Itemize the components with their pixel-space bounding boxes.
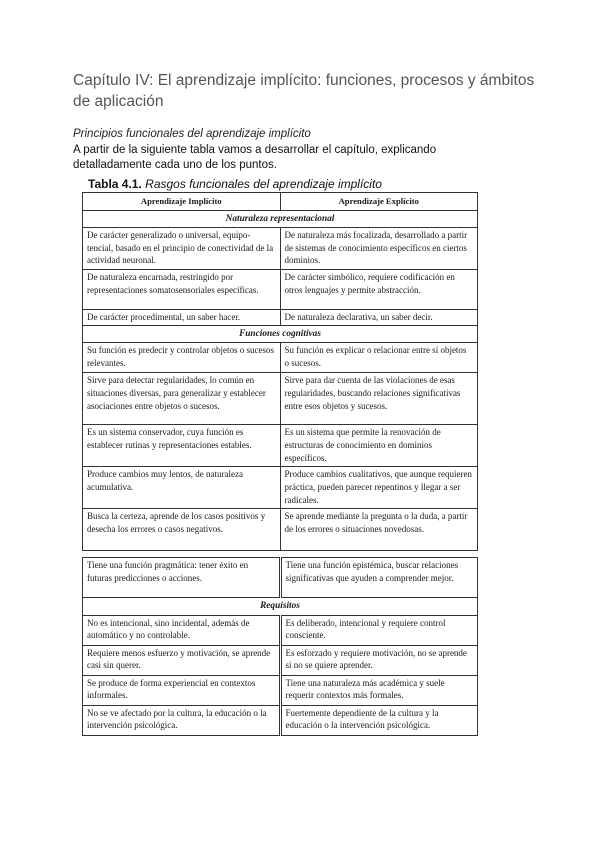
header-implicit: Aprendizaje Implícito (83, 193, 281, 211)
explicit-cell: Fuertemente dependiente de la cultura y la educación o la intervención psicológica. (280, 705, 478, 735)
explicit-cell: Se aprende mediante la pregunta o la duda, a partir de los errores o situaciones novedosas. (280, 509, 478, 551)
implicit-cell: Es un sistema conservador, cuya función es establecer rutinas y representaciones estables. (83, 425, 281, 467)
intro-paragraph: A partir de la siguiente tabla vamos a desarrollar el capítulo, explicando detalladamente cada uno de los puntos. (73, 144, 437, 171)
explicit-cell-text: De naturaleza declarativa, un saber decir. (284, 312, 433, 323)
table-caption-title: Rasgos funcionales del aprendizaje implícito (145, 177, 382, 191)
explicit-cell: Produce cambios cualitativos, que aunque requieren práctica, pueden parecer repentinos y llegar a ser radicales. (280, 467, 478, 509)
implicit-cell: Se produce de forma experiencial en contextos informales. (83, 675, 281, 705)
explicit-cell: Es un sistema que permite la renovación de estructuras de conocimiento en dominios específicos. (280, 425, 478, 467)
explicit-cell: Su función es explicar o relacionar entre sí objetos o sucesos. (280, 343, 478, 373)
implicit-cell: Requiere menos esfuerzo y motivación, se aprende casi sin querer. (83, 645, 281, 675)
explicit-cell: Tiene una función epistémica, buscar relaciones significativas que ayuden a comprender mejor. (280, 558, 478, 598)
table-caption-label: Tabla 4.1. (88, 177, 142, 191)
section-funciones: Funciones cognitivas (83, 325, 478, 343)
implicit-cell: Busca la certeza, aprende de los casos positivos y desecha los errores o casos negativos. (83, 509, 281, 551)
table-row (83, 343, 478, 373)
section-heading: Principios funcionales del aprendizaje implícito (73, 128, 311, 140)
table-row (83, 467, 478, 509)
table-row (83, 425, 478, 467)
explicit-cell: Es deliberado, intencional y requiere control consciente. (280, 615, 478, 645)
table-row (83, 645, 478, 675)
header-explicit: Aprendizaje Explícito (280, 193, 478, 211)
implicit-cell: Su función es predecir y controlar objetos o sucesos relevantes. (83, 343, 281, 373)
implicit-cell: De carácter procedimental, un saber hacer. (83, 310, 281, 326)
features-table-continued (82, 557, 478, 736)
section-row (83, 598, 478, 616)
table-row (83, 509, 478, 551)
chapter-title: Capítulo IV: El aprendizaje implícito: funciones, procesos y ámbitos de aplicación (73, 72, 535, 110)
table-row (83, 705, 478, 735)
table-row (83, 558, 478, 598)
table-row (83, 373, 478, 425)
table-row (83, 675, 478, 705)
table-row (83, 270, 478, 310)
explicit-cell: De carácter simbólico, requiere codificación en otros lenguajes y permite abstracción. (280, 270, 478, 310)
implicit-cell: No es intencional, sino incidental, además de automático y no controlable. (83, 615, 281, 645)
section-row (83, 210, 478, 228)
table-row (83, 228, 478, 270)
section-requisitos: Requisitos (83, 598, 478, 616)
section-naturaleza: Naturaleza representacional (83, 210, 478, 228)
explicit-cell: Es esforzado y requiere motivación, no se aprende si no se quiere aprender. (280, 645, 478, 675)
table-row (83, 615, 478, 645)
table-caption (88, 177, 382, 191)
implicit-cell: Sirve para detectar regularidades, lo común en situaciones diversas, para generalizar y establecer asociaciones entre objetos o sucesos. (83, 373, 281, 425)
implicit-cell: De naturaleza encarnada, restringido por representaciones somatosensoriales específicas. (83, 270, 281, 310)
section-row (83, 325, 478, 343)
implicit-cell: Tiene una función pragmática: tener éxito en futuras predicciones o acciones. (83, 558, 281, 598)
implicit-cell: De carácter generalizado o universal, equipo-tencial, basado en el principio de conectividad de la actividad neuronal. (83, 228, 281, 270)
explicit-cell: De naturaleza más focalizada, desarrollado a partir de sistemas de conocimiento específicos en ciertos dominios. (280, 228, 478, 270)
implicit-cell: No se ve afectado por la cultura, la educación o la intervención psicológica. (83, 705, 281, 735)
explicit-cell (280, 310, 478, 326)
explicit-cell: Sirve para dar cuenta de las violaciones de esas regularidades, buscando relaciones significativas entre esos objetos y sucesos. (280, 373, 478, 425)
explicit-cell: Tiene una naturaleza más académica y suele requerir contextos más formales. (280, 675, 478, 705)
implicit-cell: Produce cambios muy lentos, de naturaleza acumulativa. (83, 467, 281, 509)
features-table (82, 192, 478, 551)
table-row (83, 310, 478, 326)
table-header-row (83, 193, 478, 211)
